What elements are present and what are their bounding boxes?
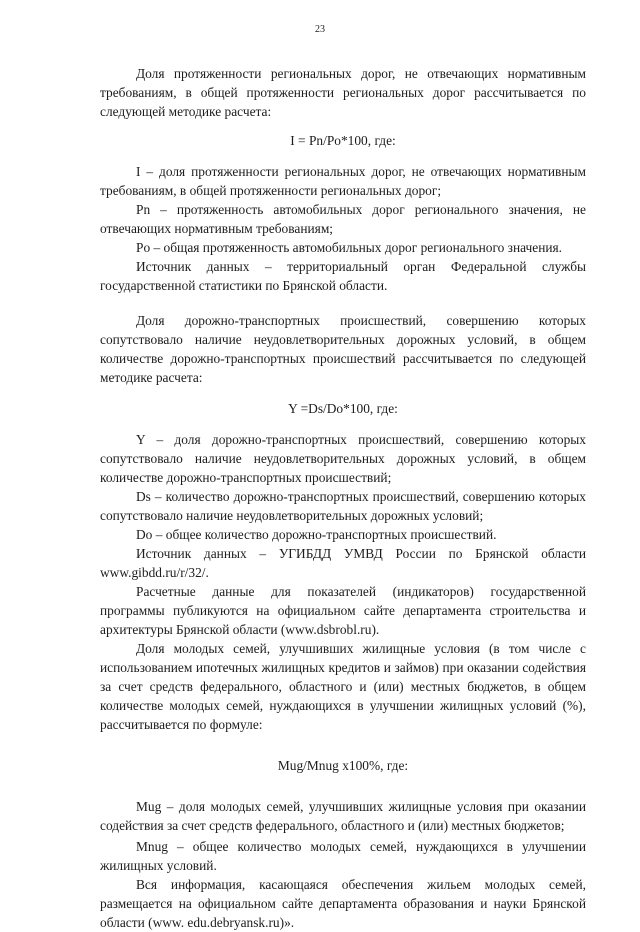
paragraph-accident-share-intro: Доля дорожно-транспортных происшествий, совершению которых сопутствовало наличие неудовлетворительных дорожных условий, в общем количестве дорожно-транспортных происшествий рассчитывается по следующей методике расчета: bbox=[100, 313, 586, 385]
definition-po: Po – общая протяженность автомобильных дорог регионального значения. bbox=[136, 240, 563, 255]
formula-young-families: Mug/Mnug x100%, где: bbox=[277, 758, 409, 773]
definition-do: Do – общее количество дорожно-транспортных происшествий. bbox=[136, 527, 497, 542]
definition-mnug: Mnug – общее количество молодых семей, нуждающихся в улучшении жилищных условий. bbox=[100, 839, 586, 873]
definition-ds: Ds – количество дорожно-транспортных происшествий, совершению которых сопутствовало наличие неудовлетворительных дорожных условий; bbox=[100, 489, 586, 523]
paragraph-housing-info: Вся информация, касающаяся обеспечения жильем молодых семей, размещается на официальном сайте департамента образования и науки Брянской области (www. edu.debryansk.ru)». bbox=[100, 877, 586, 930]
paragraph-young-families-intro: Доля молодых семей, улучшивших жилищные условия (в том числе с использованием ипотечных жилищных кредитов и займов) при оказании содействия за счет средств федерального, областного и (или) местных бюджетов, в общем количестве молодых семей, нуждающихся в улучшении жилищных условий (%), рассчитывается по формуле: bbox=[100, 641, 586, 732]
definition-y: Y – доля дорожно-транспортных происшествий, совершению которых сопутствовало наличие неудовлетворительных дорожных условий, в общем количестве дорожно-транспортных происшествий; bbox=[100, 432, 586, 485]
page-number: 23 bbox=[315, 24, 325, 35]
formula-road-share: I = Pn/Po*100, где: bbox=[290, 133, 396, 148]
paragraph-road-share-intro: Доля протяженности региональных дорог, не отвечающих нормативным требованиям, в общей протяженности региональных дорог рассчитывается по следующей методике расчета: bbox=[100, 66, 586, 119]
definition-i: I – доля протяженности региональных дорог, не отвечающих нормативным требованиям, в общей протяженности региональных дорог; bbox=[100, 164, 586, 198]
definition-pn: Pn – протяженность автомобильных дорог регионального значения, не отвечающих нормативным требованиям; bbox=[100, 202, 586, 236]
formula-accident-share: Y =Ds/Do*100, где: bbox=[288, 401, 398, 416]
source-gibdd: Источник данных – УГИБДД УМВД России по Брянской области www.gibdd.ru/r/32/. bbox=[100, 546, 586, 580]
paragraph-publication: Расчетные данные для показателей (индикаторов) государственной программы публикуются на официальном сайте департамента строительства и архитектуры Брянской области (www.dsbrobl.ru). bbox=[100, 584, 586, 637]
definition-mug: Mug – доля молодых семей, улучшивших жилищные условия при оказании содействия за счет средств федерального, областного и (или) местных бюджетов; bbox=[100, 799, 586, 833]
source-rosstat: Источник данных – территориальный орган Федеральной службы государственной статистики по Брянской области. bbox=[100, 259, 586, 293]
document-body bbox=[100, 64, 586, 932]
